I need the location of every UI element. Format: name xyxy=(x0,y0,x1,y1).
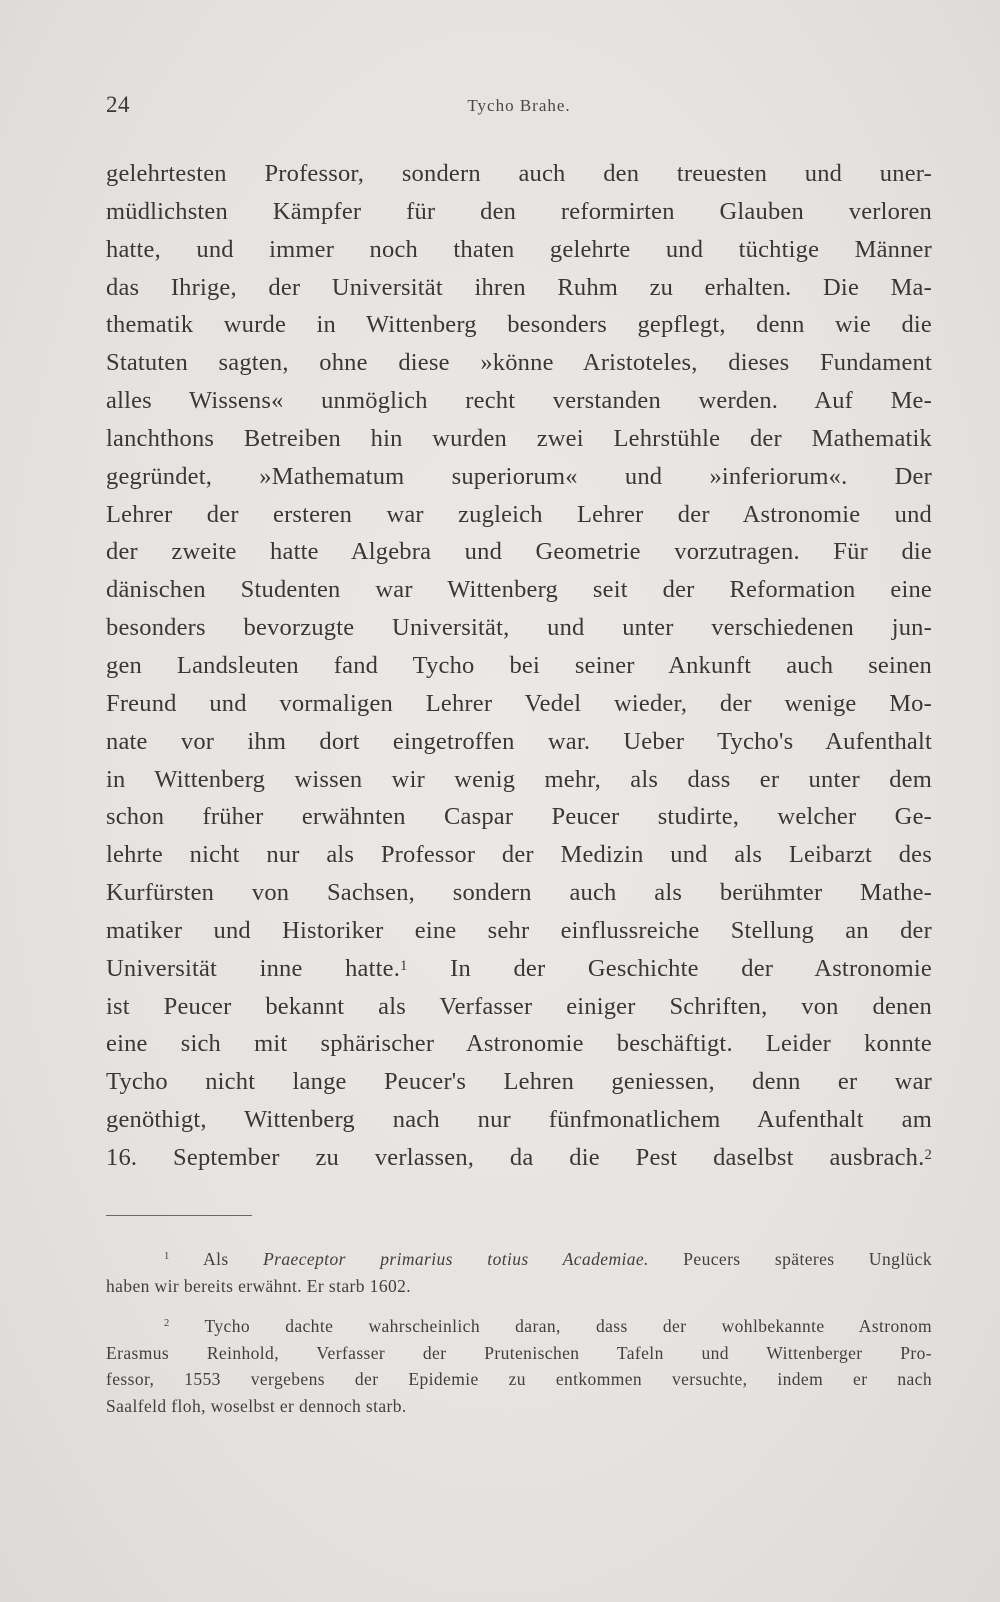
text-fragment: Universität inne hatte. xyxy=(106,954,401,982)
footnote-divider xyxy=(106,1215,252,1216)
footnote-line xyxy=(106,1313,932,1340)
footnotes xyxy=(106,1246,932,1433)
footnote-line: Erasmus Reinhold, Verfasser der Prutenischen Tafeln und Wittenberger Pro- xyxy=(106,1342,932,1363)
footnote-italic-text: Praeceptor primarius totius Academiae. xyxy=(263,1249,649,1269)
footnote-marker: 1 xyxy=(164,1251,170,1262)
text-line: lehrte nicht nur als Professor der Medizin und als Leibarzt des xyxy=(106,841,932,869)
page-header xyxy=(106,92,932,124)
text-line: matiker und Historiker eine sehr einflussreiche Stellung an der xyxy=(106,916,932,944)
footnote-line xyxy=(106,1246,932,1273)
text-line: Lehrer der ersteren war zugleich Lehrer der Astronomie und xyxy=(106,500,932,528)
footnote-text: Peucers späteres Unglück xyxy=(683,1249,932,1269)
text-line: müdlichsten Kämpfer für den reformirten Glauben verloren xyxy=(106,197,932,225)
text-line: Statuten sagten, ohne diese »könne Aristoteles, dieses Fundament xyxy=(106,349,932,377)
text-line: besonders bevorzugte Universität, und unter verschiedenen jun- xyxy=(106,614,932,642)
text-line: genöthigt, Wittenberg nach nur fünfmonatlichem Aufenthalt am xyxy=(106,1106,932,1134)
footnote-2 xyxy=(106,1313,932,1419)
footnote-ref-1: 1 xyxy=(400,957,408,974)
footnote-marker: 2 xyxy=(164,1318,170,1329)
text-line: thematik wurde in Wittenberg besonders gepflegt, denn wie die xyxy=(106,311,932,339)
footnote-line: Saalfeld floh, woselbst er dennoch starb. xyxy=(106,1395,407,1416)
text-line: schon früher erwähnten Caspar Peucer studirte, welcher Ge- xyxy=(106,803,932,831)
text-line: gelehrtesten Professor, sondern auch den treuesten und uner- xyxy=(106,160,932,187)
text-line: ist Peucer bekannt als Verfasser einiger Schriften, von denen xyxy=(106,992,932,1020)
text-line-with-footnote-ref xyxy=(106,950,932,988)
text-line: Tycho nicht lange Peucer's Lehren geniessen, denn er war xyxy=(106,1068,932,1096)
page-number: 24 xyxy=(106,92,130,117)
text-line: in Wittenberg wissen wir wenig mehr, als dass er unter dem xyxy=(106,765,932,793)
text-line: der zweite hatte Algebra und Geometrie vorzutragen. Für die xyxy=(106,538,932,566)
text-line: Freund und vormaligen Lehrer Vedel wieder, der wenige Mo- xyxy=(106,689,932,717)
text-line-with-footnote-ref xyxy=(106,1139,932,1177)
footnote-line: haben wir bereits erwähnt. Er starb 1602. xyxy=(106,1275,412,1296)
text-line: Kurfürsten von Sachsen, sondern auch als berühmter Mathe- xyxy=(106,879,932,907)
text-fragment: In der Geschichte der Astronomie xyxy=(450,954,932,982)
running-title: Tycho Brahe. xyxy=(467,96,571,115)
text-line: gegründet, »Mathematum superiorum« und »inferiorum«. Der xyxy=(106,462,932,490)
body-text xyxy=(106,155,932,1177)
text-line: nate vor ihm dort eingetroffen war. Ueber Tycho's Aufenthalt xyxy=(106,727,932,755)
text-line: lanchthons Betreiben hin wurden zwei Lehrstühle der Mathematik xyxy=(106,424,932,452)
footnote-ref-2: 2 xyxy=(924,1146,932,1163)
text-line: alles Wissens« unmöglich recht verstanden werden. Auf Me- xyxy=(106,387,932,415)
text-line: hatte, und immer noch thaten gelehrte und tüchtige Männer xyxy=(106,235,932,263)
text-line: eine sich mit sphärischer Astronomie beschäftigt. Leider konnte xyxy=(106,1030,932,1058)
text-line: gen Landsleuten fand Tycho bei seiner Ankunft auch seinen xyxy=(106,651,932,679)
text-line: das Ihrige, der Universität ihren Ruhm zu erhalten. Die Ma- xyxy=(106,273,932,301)
footnote-1 xyxy=(106,1246,932,1299)
footnote-text: Als xyxy=(203,1249,229,1269)
text-line: dänischen Studenten war Wittenberg seit der Reformation eine xyxy=(106,576,932,604)
footnote-line: fessor, 1553 vergebens der Epidemie zu entkommen versuchte, indem er nach xyxy=(106,1369,932,1389)
footnote-text: Tycho dachte wahrscheinlich daran, dass der wohlbekannte Astronom xyxy=(204,1316,932,1336)
text-fragment: 16. September zu verlassen, da die Pest daselbst ausbrach. xyxy=(106,1143,925,1171)
